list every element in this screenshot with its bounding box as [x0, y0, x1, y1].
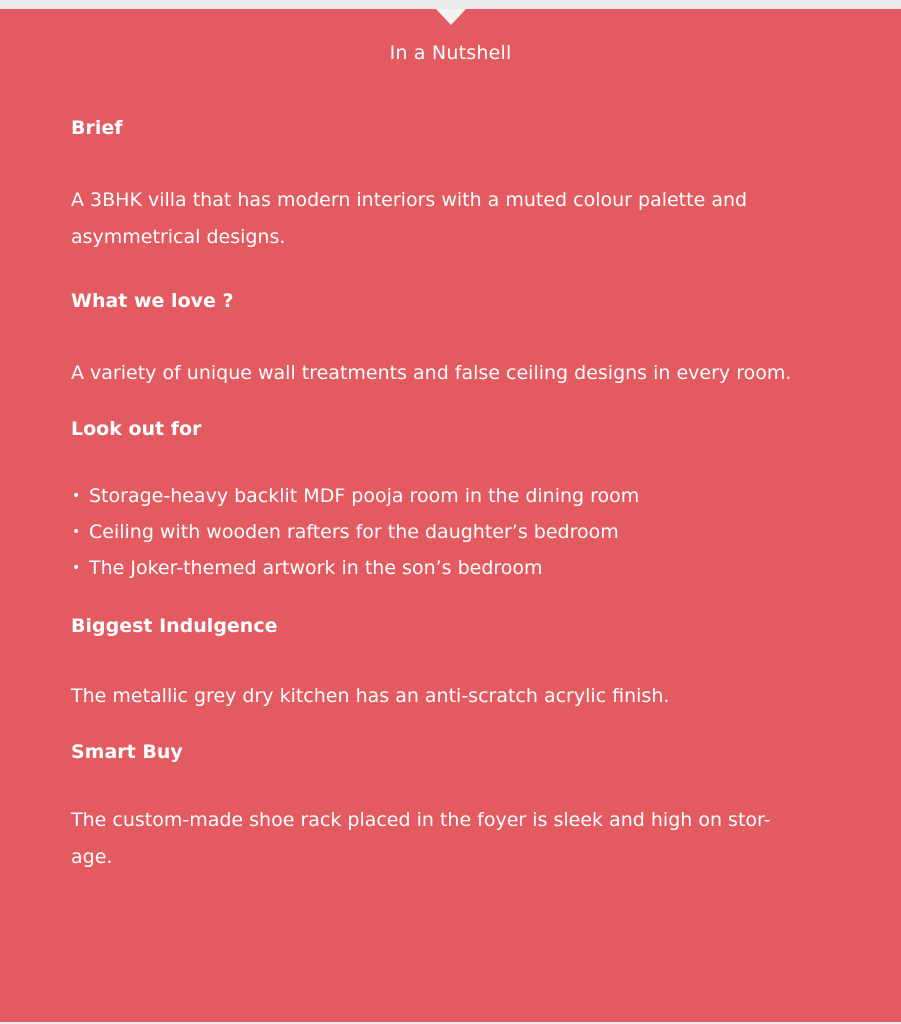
- smartbuy-heading: Smart Buy: [71, 741, 183, 763]
- pointer-notch: [436, 9, 466, 25]
- list-item-text: Ceiling with wooden rafters for the daughter’s bedroom: [89, 521, 619, 543]
- bullet-icon: •: [72, 524, 81, 540]
- list-item: [71, 550, 851, 586]
- smartbuy-text-line1: The custom-made shoe rack placed in the foyer is sleek and high on stor-: [71, 809, 771, 831]
- indulgence-text: The metallic grey dry kitchen has an anti-scratch acrylic finish.: [71, 685, 670, 707]
- lookout-list: [71, 478, 851, 586]
- brief-text-line1: A 3BHK villa that has modern interiors with a muted colour palette and: [71, 189, 748, 211]
- brief-heading: Brief: [71, 117, 123, 139]
- lookout-heading: Look out for: [71, 418, 202, 440]
- list-item: [71, 514, 851, 550]
- brief-text-line2: asymmetrical designs.: [71, 226, 286, 248]
- bullet-icon: •: [72, 488, 81, 504]
- nutshell-card: [0, 9, 901, 1022]
- list-item-text: The Joker-themed artwork in the son’s bedroom: [89, 557, 543, 579]
- list-item: [71, 478, 851, 514]
- love-text: A variety of unique wall treatments and false ceiling designs in every room.: [71, 362, 792, 384]
- love-heading: What we love ?: [71, 290, 234, 312]
- card-title: In a Nutshell: [389, 42, 512, 64]
- list-item-text: Storage-heavy backlit MDF pooja room in the dining room: [89, 485, 640, 507]
- bullet-icon: •: [72, 560, 81, 576]
- smartbuy-text-line2: age.: [71, 846, 113, 868]
- card-content: [71, 114, 851, 876]
- indulgence-heading: Biggest Indulgence: [71, 615, 278, 637]
